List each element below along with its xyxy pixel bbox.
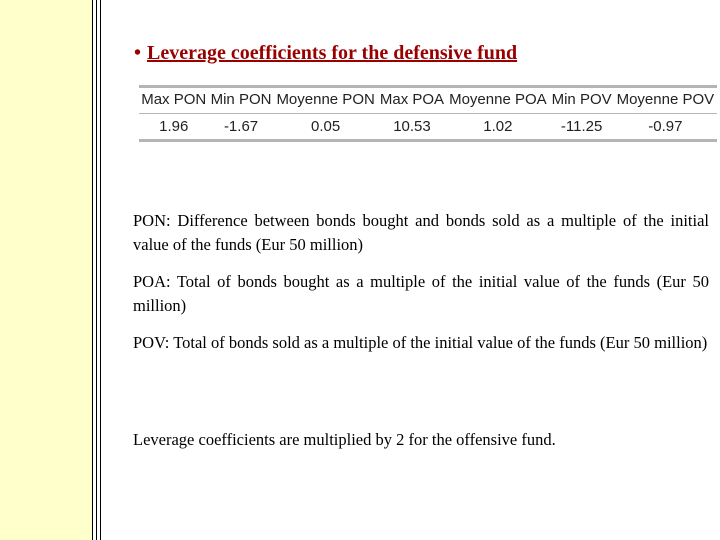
header-max-poa: Max POA bbox=[378, 87, 447, 114]
divider-line-2 bbox=[96, 0, 97, 540]
slide-title bbox=[134, 42, 517, 65]
header-max-pon: Max PON bbox=[139, 87, 208, 114]
title-text: Leverage coefficients for the defensive fund bbox=[147, 42, 518, 64]
cell-max-pon: 1.96 bbox=[139, 114, 208, 141]
leverage-table bbox=[139, 85, 717, 142]
header-min-pon: Min PON bbox=[208, 87, 273, 114]
table-row bbox=[139, 114, 717, 141]
divider-line-3 bbox=[100, 0, 101, 540]
cell-min-pon: -1.67 bbox=[208, 114, 273, 141]
cell-moyenne-pov: -0.97 bbox=[614, 114, 717, 141]
table-header-row bbox=[139, 87, 717, 114]
cell-moyenne-poa: 1.02 bbox=[446, 114, 549, 141]
title-bullet: • bbox=[134, 42, 142, 64]
divider-line-1 bbox=[92, 0, 93, 540]
offensive-fund-note: Leverage coefficients are multiplied by 2 for the offensive fund. bbox=[133, 430, 556, 449]
cell-max-poa: 10.53 bbox=[378, 114, 447, 141]
left-decorative-band bbox=[0, 0, 92, 540]
definition-pov: POV: Total of bonds sold as a multiple of the initial value of the funds (Eur 50 million) bbox=[133, 333, 708, 352]
definition-pon: PON: Difference between bonds bought and bonds sold as a multiple of the initial value of the funds (Eur 50 million) bbox=[133, 211, 709, 254]
cell-min-pov: -11.25 bbox=[549, 114, 613, 141]
header-moyenne-poa: Moyenne POA bbox=[446, 87, 549, 114]
header-min-pov: Min POV bbox=[549, 87, 613, 114]
header-moyenne-pov: Moyenne POV bbox=[614, 87, 717, 114]
header-moyenne-pon: Moyenne PON bbox=[274, 87, 378, 114]
cell-moyenne-pon: 0.05 bbox=[274, 114, 378, 141]
definition-poa: POA: Total of bonds bought as a multiple of the initial value of the funds (Eur 50 million) bbox=[133, 272, 709, 315]
